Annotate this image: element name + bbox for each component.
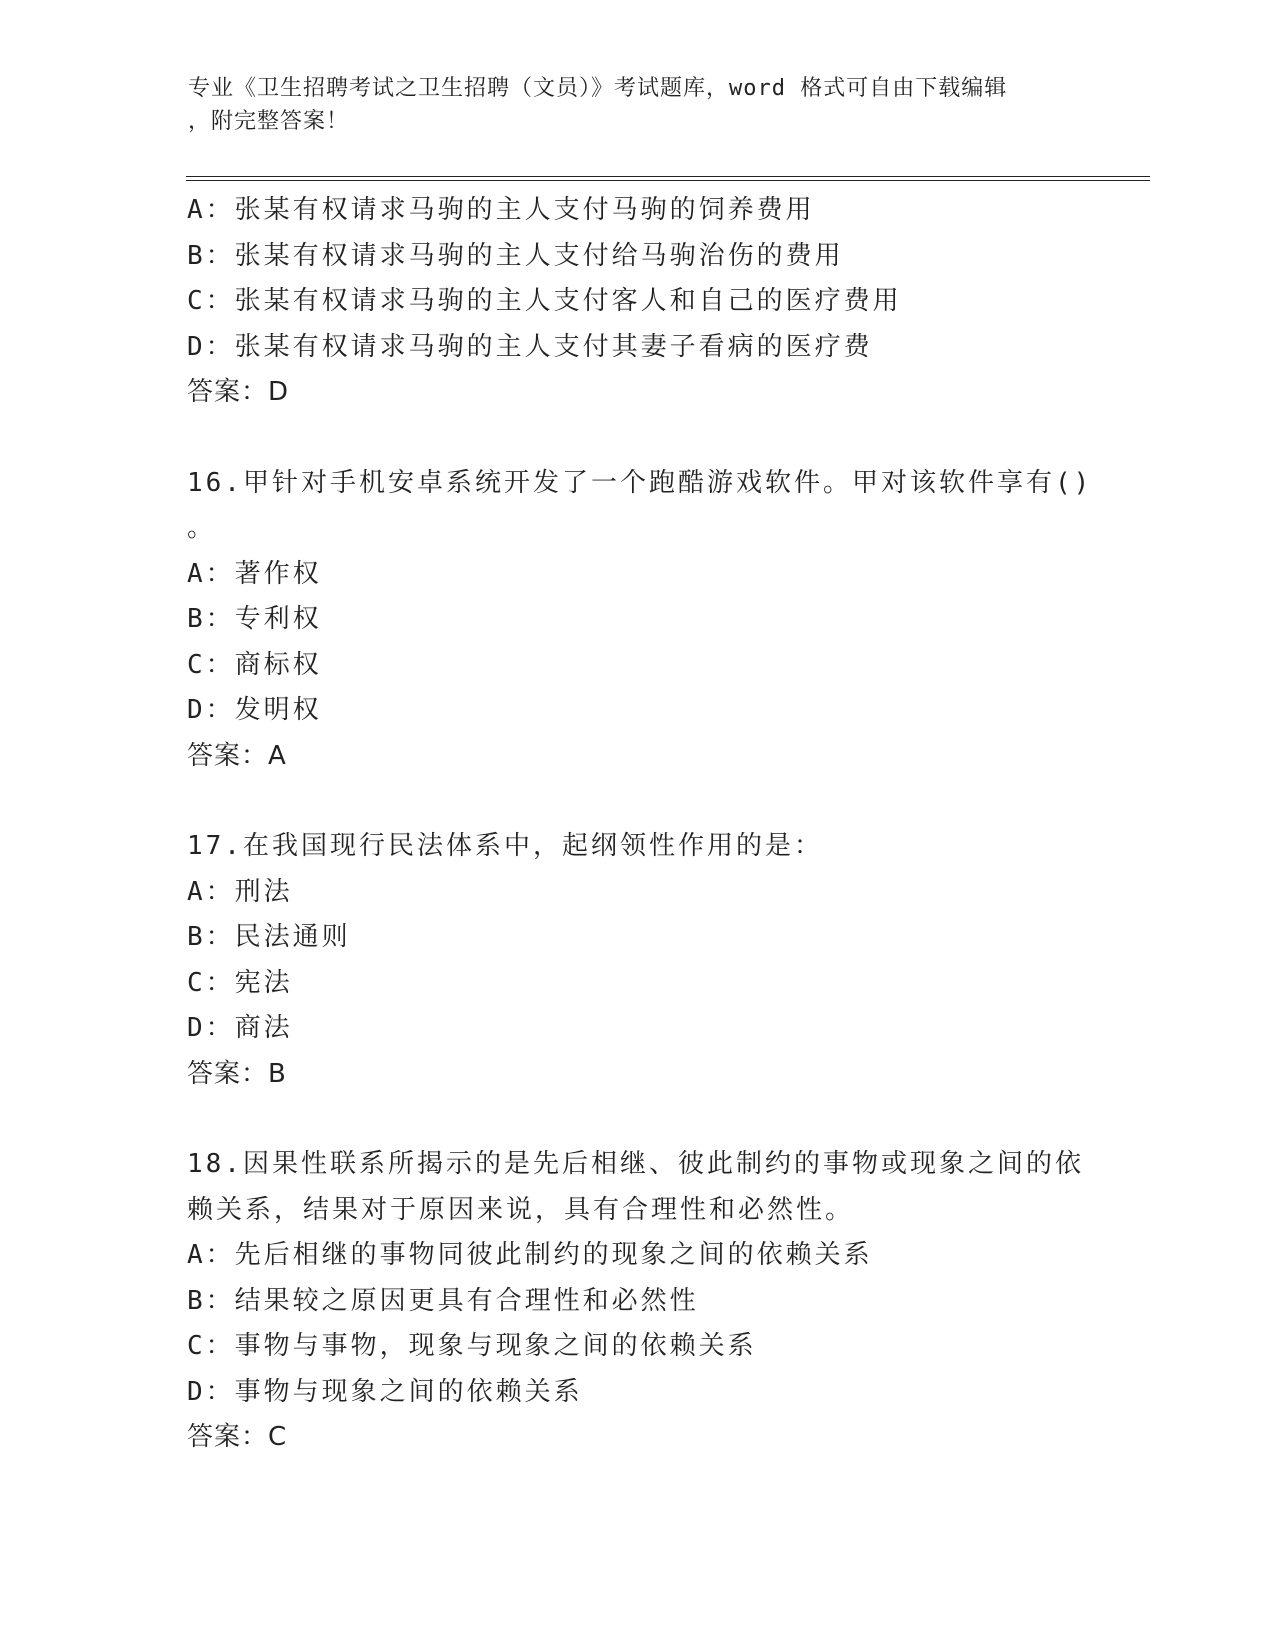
option-a: A：先后相继的事物同彼此制约的现象之间的依赖关系 [187, 1240, 873, 1270]
question-stem-continued: 赖关系，结果对于原因来说，具有合理性和必然性。 [187, 1194, 855, 1225]
option-b: B：张某有权请求马驹的主人支付给马驹治伤的费用 [187, 240, 844, 271]
spacer [187, 1097, 1087, 1142]
option-b: B：民法通则 [187, 922, 351, 952]
answer: 答案：C [187, 1422, 288, 1452]
spacer [187, 779, 1087, 824]
question-stem: 16.甲针对手机安卓系统开发了一个跑酷游戏软件。甲对该软件享有() [187, 467, 1093, 498]
option-a: A：张某有权请求马驹的主人支付马驹的饲养费用 [187, 195, 815, 225]
option-c: C：宪法 [187, 967, 293, 998]
answer: 答案：A [187, 740, 287, 771]
question-list [187, 188, 1093, 1461]
header-line-1: 专业《卫生招聘考试之卫生招聘（文员）》考试题库，word 格式可自由下载编辑 [188, 76, 1008, 101]
option-d: D：发明权 [187, 695, 322, 725]
question-stem-continued: 。 [187, 513, 217, 543]
question-stem: 17.在我国现行民法体系中，起纲领性作用的是： [187, 831, 823, 861]
option-b: B：专利权 [187, 604, 322, 634]
option-d: D：事物与现象之间的依赖关系 [187, 1376, 583, 1407]
header-line-2: ，附完整答案！ [188, 109, 350, 134]
question-stem: 18.因果性联系所揭示的是先后相继、彼此制约的事物或现象之间的依 [187, 1149, 1084, 1179]
answer: 答案：D [187, 377, 290, 407]
question-16 [187, 461, 1093, 780]
header-divider [186, 176, 1150, 181]
option-d: D：商法 [187, 1013, 293, 1043]
option-d: D：张某有权请求马驹的主人支付其妻子看病的医疗费 [187, 331, 873, 362]
question-17 [187, 824, 1087, 1097]
option-c: C：事物与事物，现象与现象之间的依赖关系 [187, 1331, 757, 1361]
answer: 答案：B [187, 1058, 287, 1089]
document-header [188, 72, 1068, 138]
option-c: C：商标权 [187, 649, 322, 680]
option-c: C：张某有权请求马驹的主人支付客人和自己的医疗费用 [187, 286, 902, 316]
question-18 [187, 1142, 1087, 1461]
spacer [187, 416, 1087, 461]
option-a: A：刑法 [187, 876, 293, 907]
option-a: A：著作权 [187, 558, 322, 589]
option-b: B：结果较之原因更具有合理性和必然性 [187, 1285, 699, 1316]
question-15 [187, 188, 1087, 416]
